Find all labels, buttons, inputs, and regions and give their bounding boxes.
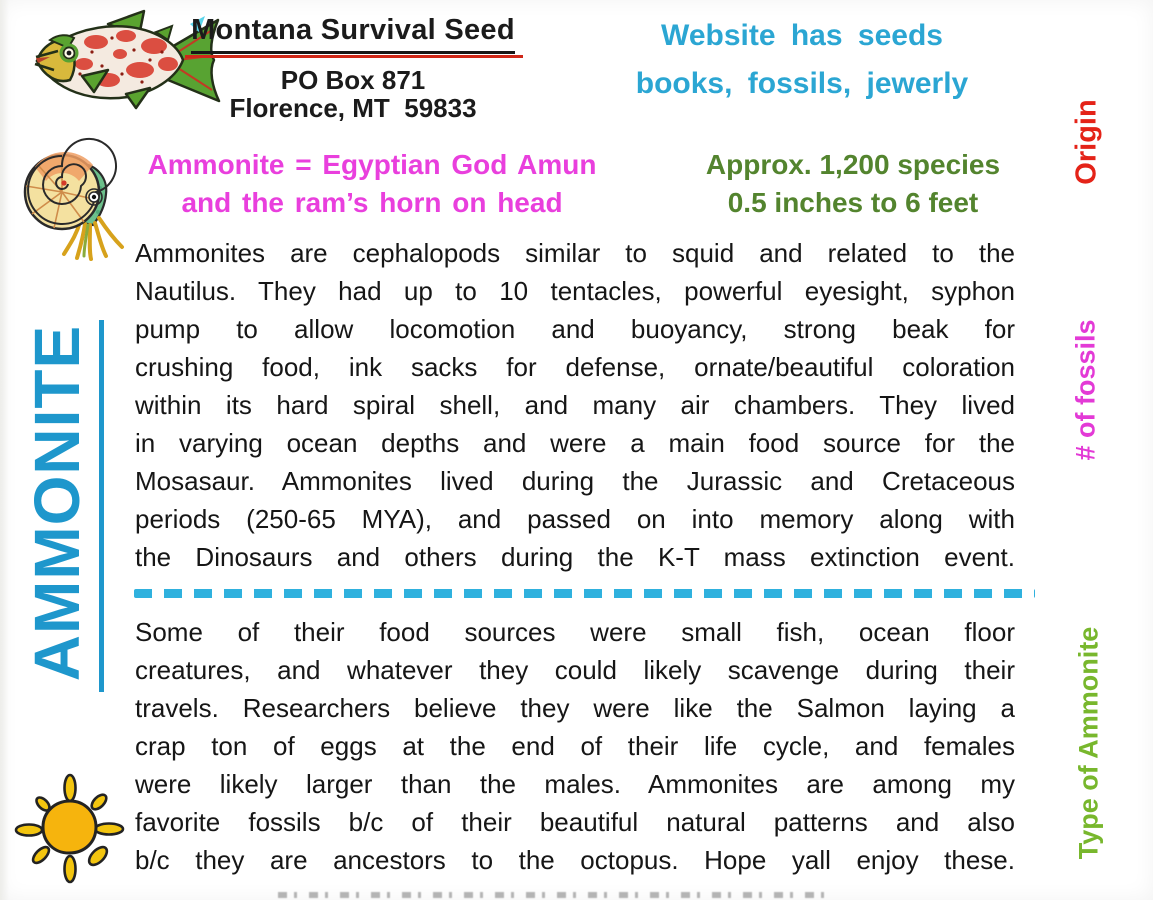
margin-label-fossil-count: # of fossils (1070, 319, 1101, 461)
paragraph-description (135, 234, 1015, 576)
text-line: periods (250-65 MYA), and passed on into memory along with (135, 504, 1015, 534)
brand-title: Montana Survival Seed (191, 14, 515, 54)
text-line: travels. Researchers believe they were like the Salmon laying a (135, 693, 1015, 723)
text-line: Ammonites are cephalopods similar to squid and related to the (135, 238, 1015, 268)
address-line-1: PO Box 871 (280, 65, 426, 95)
page-title-vertical: AMMONITE (21, 324, 93, 682)
dashed-divider (134, 589, 1035, 598)
fact-pink-block (138, 146, 606, 222)
margin-label-ammonite-type: Type of Ammonite (1073, 626, 1104, 860)
text-line: favorite fossils b/c of their beautiful natural patterns and also (135, 807, 1015, 837)
text-line: crushing food, ink sacks for defense, ornate/beautiful coloration (135, 352, 1015, 382)
ammonite-creature-icon (14, 136, 142, 269)
text-line: the Dinosaurs and others during the K-T mass extinction event. (135, 542, 1015, 572)
fact-green-line-1: Approx. 1,200 species (705, 149, 1001, 180)
cutoff-text-remnant (278, 892, 834, 898)
text-line: were likely larger than the males. Ammonites are among my (135, 769, 1015, 799)
text-line: within its hard spiral shell, and many air chambers. They lived (135, 390, 1015, 420)
website-note-line-2: books, fossils, jewerly (635, 67, 969, 100)
header-brand-block (183, 14, 523, 122)
text-line: b/c they are ancestors to the octopus. Hope yall enjoy these. (135, 845, 1015, 875)
sun-icon (10, 770, 126, 893)
scan-edge-shading (0, 0, 9, 900)
text-line: in varying ocean depths and were a main food source for the (135, 428, 1015, 458)
paragraph-food-sources (135, 613, 1015, 879)
margin-label-origin: Origin (1070, 99, 1103, 185)
text-line: creatures, and whatever they could likely scavenge during their (135, 655, 1015, 685)
fact-pink-line-1: Ammonite = Egyptian God Amun (147, 149, 597, 180)
title-underline-rule (99, 320, 104, 692)
text-line: Mosasaur. Ammonites lived during the Jurassic and Cretaceous (135, 466, 1015, 496)
fact-green-line-2: 0.5 inches to 6 feet (727, 187, 979, 218)
text-line: crap ton of eggs at the end of their life cycle, and females (135, 731, 1015, 761)
text-line: Some of their food sources were small fish, ocean floor (135, 617, 1015, 647)
address-line-2: Florence, MT 59833 (229, 93, 477, 123)
text-line: pump to allow locomotion and buoyancy, strong beak for (135, 314, 1015, 344)
website-note-block (612, 12, 992, 108)
fact-green-block (688, 146, 1018, 222)
text-line: Nautilus. They had up to 10 tentacles, powerful eyesight, syphon (135, 276, 1015, 306)
website-note-line-1: Website has seeds (661, 19, 943, 52)
fact-pink-line-2: and the ram’s horn on head (181, 187, 563, 218)
